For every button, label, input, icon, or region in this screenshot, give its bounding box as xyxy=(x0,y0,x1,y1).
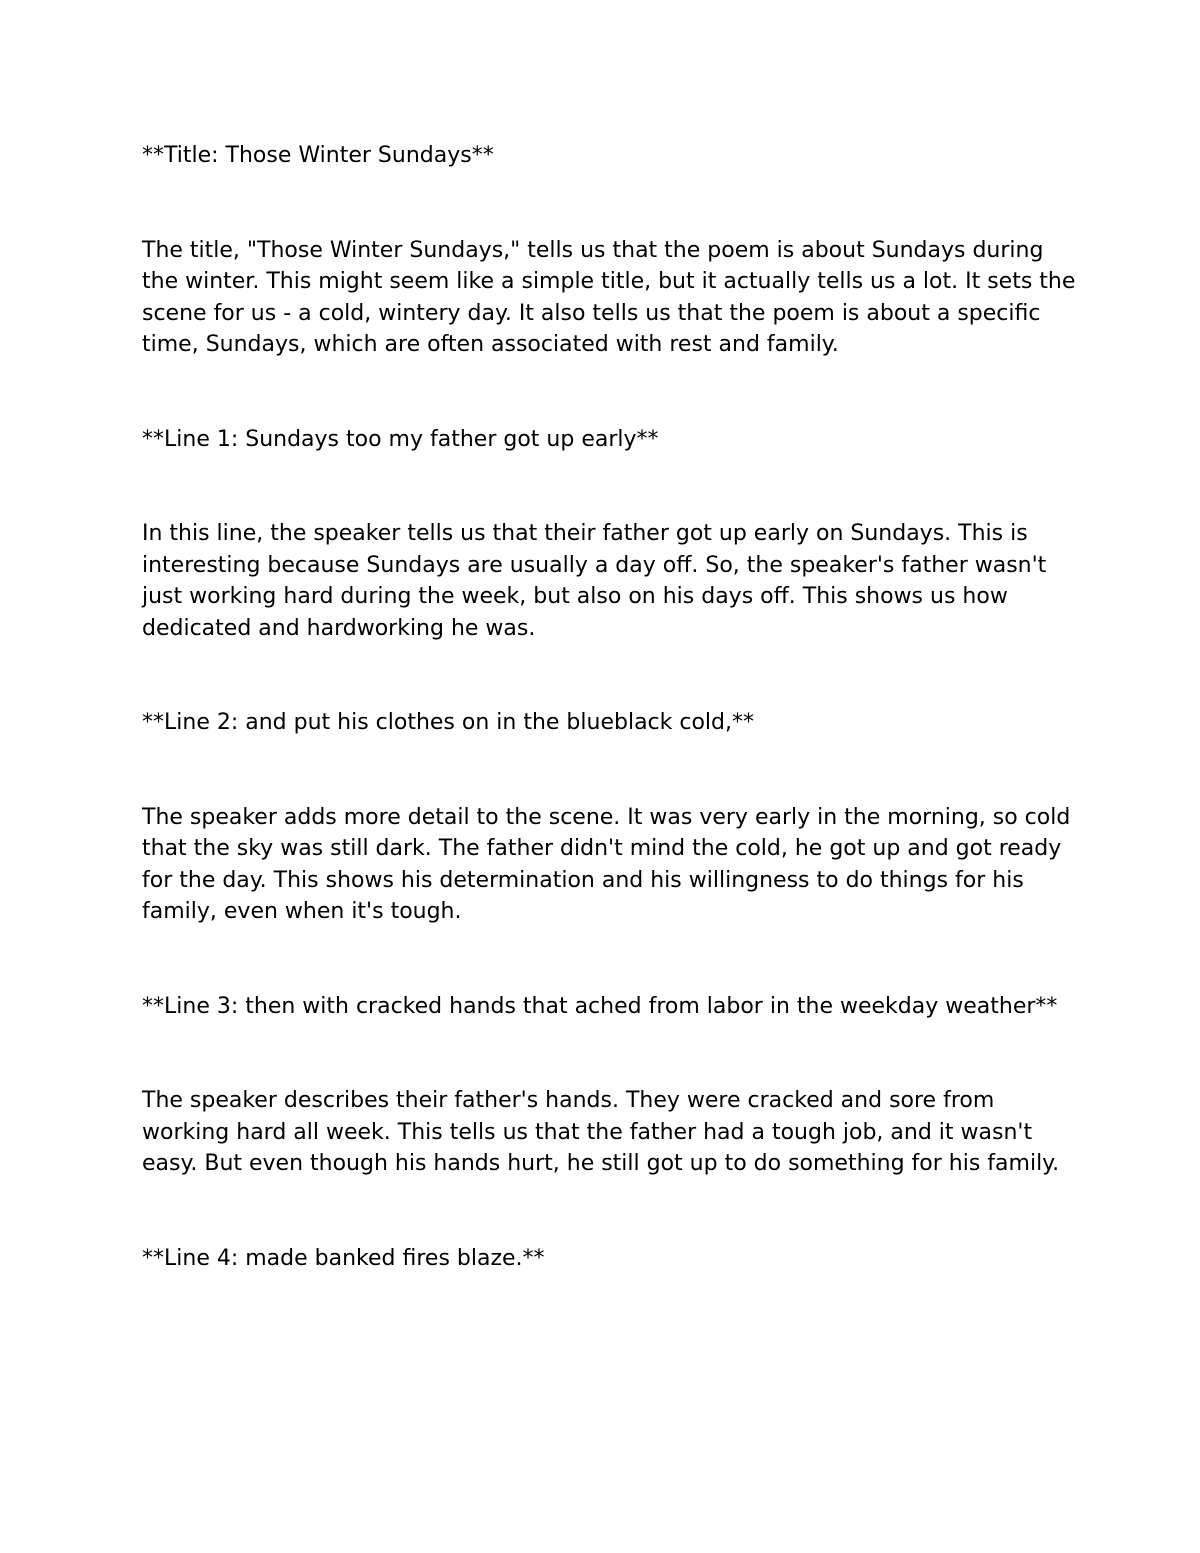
section-heading-line-2: **Line 2: and put his clothes on in the blueblack cold,** xyxy=(142,710,755,735)
section-heading-line-1: **Line 1: Sundays too my father got up early** xyxy=(142,426,659,452)
paragraph-line-3-analysis: The speaker describes their father's hands. They were cracked and sore from working hard all week. This tells us that the father had a tough job, and it wasn't easy. But even though his hands hurt, he still got up to do something for his family. xyxy=(142,1088,1060,1176)
section-heading-line-3: **Line 3: then with cracked hands that ached from labor in the weekday weather** xyxy=(142,993,1058,1019)
paragraph-line-1-analysis: In this line, the speaker tells us that their father got up early on Sundays. This is interesting because Sundays are usually a day off. So, the speaker's father wasn't just working hard during the week, but also on his days off. This shows us how dedicated and hardworking he was. xyxy=(142,521,1047,641)
section-heading-title: **Title: Those Winter Sundays** xyxy=(142,143,494,168)
paragraph-title-analysis: The title, "Those Winter Sundays," tells us that the poem is about Sundays during the winter. This might seem like a simple title, but it actually tells us a lot. It sets the scene for us - a cold, wintery day. It also tells us that the poem is about a specific time, Sundays, which are often associated with rest and family. xyxy=(142,237,1076,357)
document-page xyxy=(142,140,1082,1274)
paragraph-line-2-analysis: The speaker adds more detail to the scene. It was very early in the morning, so cold that the sky was still dark. The father didn't mind the cold, he got up and got ready for the day. This shows his determination and his willingness to do things for his family, even when it's tough. xyxy=(142,804,1071,924)
section-heading-line-4: **Line 4: made banked fires blaze.** xyxy=(142,1245,545,1271)
